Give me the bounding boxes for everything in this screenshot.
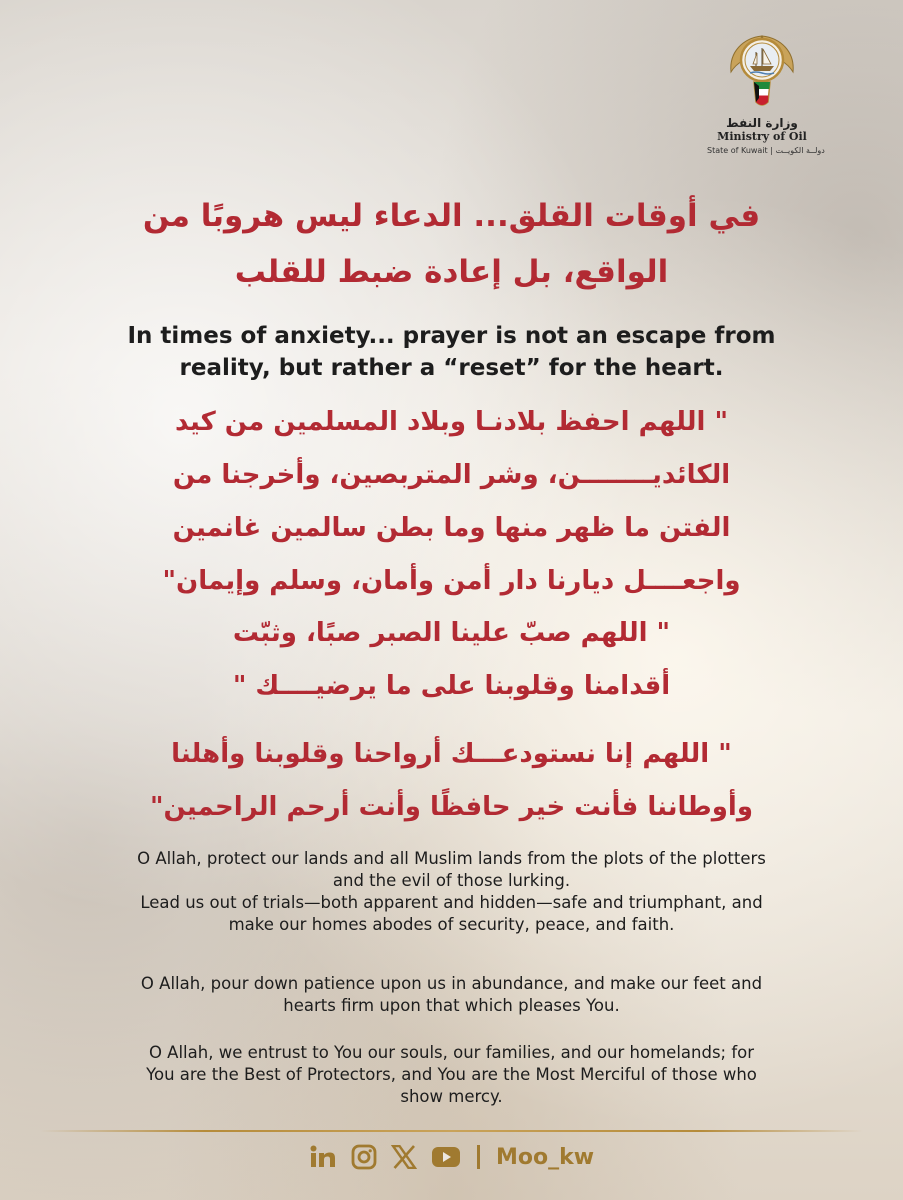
english-prayer-line: Lead us out of trials—both apparent and hidden—safe and triumphant, and [140,893,763,912]
english-prayer-line: O Allah, we entrust to You our souls, our families, and our homelands; for [148,1043,755,1062]
gold-divider [40,1130,863,1132]
arabic-prayer-line: " اللهم إنا نستودعـــك أرواحنا وقلوبنا وأهلنا [171,739,732,769]
kuwait-emblem-icon [723,28,801,114]
english-prayer-line: O Allah, protect our lands and all Muslim lands from the plots of the plotters [137,849,766,868]
social-footer [0,1140,903,1174]
arabic-prayer-line: " اللهم احفظ بلادنـا وبلاد المسلمين من كيد [174,407,729,437]
arabic-title-line: في أوقات القلق... الدعاء ليس هروبًا من [142,198,761,234]
arabic-prayer-line: الفتن ما ظهر منها وما بطن سالمين غانمين [172,513,731,543]
english-title [0,320,903,384]
arabic-prayer-line: واجعــــل ديارنا دار أمن وأمان، وسلم وإيمان" [162,566,741,596]
instagram-icon[interactable] [351,1144,377,1170]
english-prayer-line: hearts firm upon that which pleases You. [283,996,620,1015]
arabic-title [0,188,903,300]
english-prayer-line: You are the Best of Protectors, and You are the Most Merciful of those who [146,1065,757,1084]
arabic-prayer-3 [0,728,903,834]
ministry-arabic-name: وزارة النفط [726,116,798,130]
arabic-title-line: الواقع، بل إعادة ضبط للقلب [234,254,669,290]
x-icon[interactable] [391,1145,417,1169]
english-title-line: In times of anxiety... prayer is not an escape from [127,323,776,349]
english-prayer-3 [0,1042,903,1108]
arabic-prayer-2 [0,607,903,713]
state-line: State of Kuwait | دولــة الكويــت [707,146,825,155]
social-handle[interactable]: Moo_kw [495,1144,595,1170]
english-title-line: reality, but rather a “reset” for the heart. [179,355,724,381]
arabic-prayer-line: وأوطاننا فأنت خير حافظًا وأنت أرحم الراحمين" [149,792,753,822]
linkedin-icon[interactable] [309,1145,337,1169]
ministry-logo [707,28,825,155]
youtube-icon[interactable] [431,1146,461,1168]
arabic-prayer-line: أقدامنا وقلوبنا على ما يرضيــــك " [232,671,671,701]
arabic-prayer-line: الكائديــــــــن، وشر المتربصين، وأخرجنا من [172,460,731,490]
ministry-english-name: Ministry of Oil [717,130,807,143]
arabic-prayer-line: " اللهم صبّ علينا الصبر صبًا، وثبّت [232,618,671,648]
english-prayer-line: and the evil of those lurking. [332,871,571,890]
english-prayer-line: O Allah, pour down patience upon us in abundance, and make our feet and [140,974,763,993]
english-prayer-line: show mercy. [400,1087,503,1106]
footer-separator [477,1145,480,1169]
arabic-prayer-1 [0,396,903,608]
english-prayer-line: make our homes abodes of security, peace, and faith. [228,915,675,934]
english-prayer-2 [0,973,903,1017]
english-prayer-1 [0,848,903,936]
